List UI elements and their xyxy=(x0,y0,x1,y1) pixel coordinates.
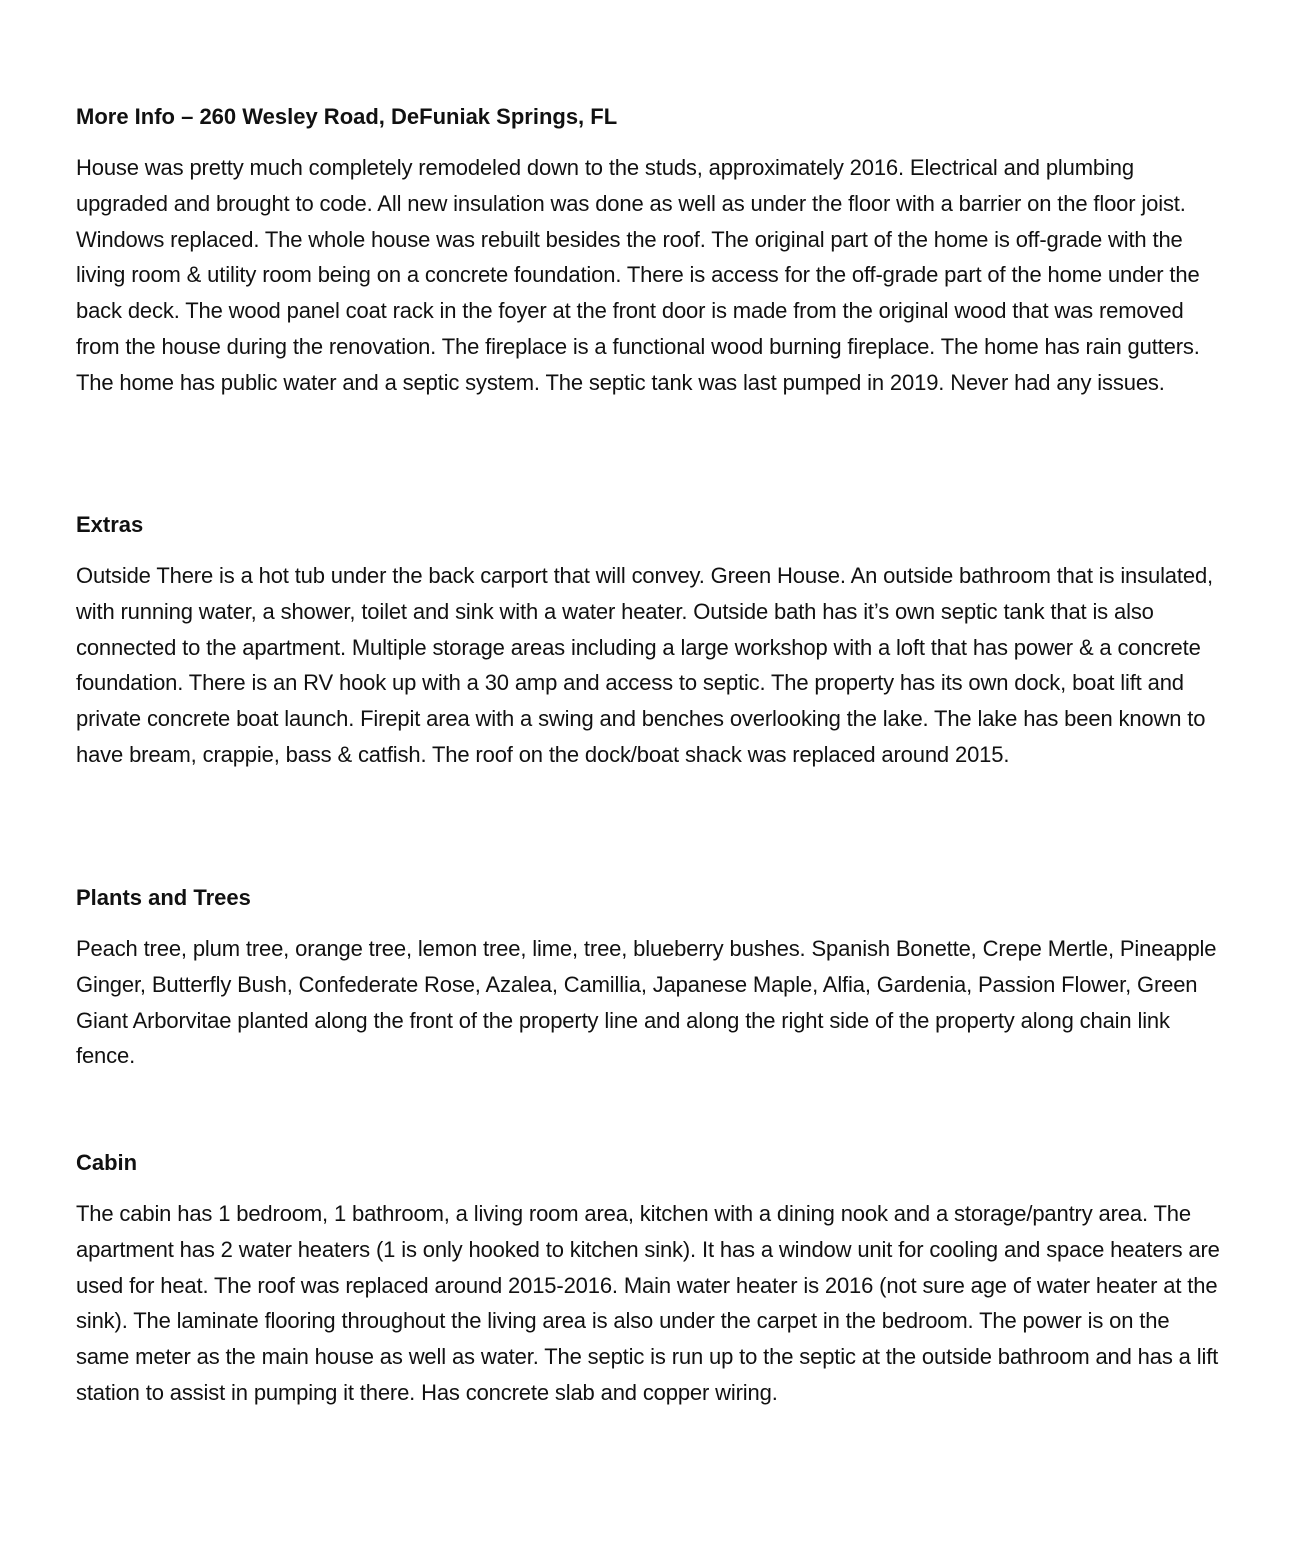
section-title-cabin: Cabin xyxy=(76,1150,138,1175)
section-extras xyxy=(76,508,1221,773)
section-plants-and-trees xyxy=(76,881,1221,1074)
section-body-extras: Outside There is a hot tub under the back carport that will convey. Green House. An outside bathroom that is insulated, with running water, a shower, toilet and sink with a water heater. Outside bath has it’s own septic tank that is also connected to the apartment. Multiple storage areas including a large workshop with a loft that has power & a concrete foundation. There is an RV hook up with a 30 amp and access to septic. The property has its own dock, boat lift and private concrete boat launch. Firepit area with a swing and benches overlooking the lake. The lake has been known to have bream, crappie, bass & catfish. The roof on the dock/boat shack was replaced around 2015. xyxy=(76,563,1213,767)
section-body-more-info: House was pretty much completely remodeled down to the studs, approximately 2016. Electrical and plumbing upgraded and brought to code. All new insulation was done as well as under the floor with a barrier on the floor joist. Windows replaced. The whole house was rebuilt besides the roof. The original part of the home is off-grade with the living room & utility room being on a concrete foundation. There is access for the off-grade part of the home under the back deck. The wood panel coat rack in the foyer at the front door is made from the original wood that was removed from the house during the renovation. The fireplace is a functional wood burning fireplace. The home has rain gutters. The home has public water and a septic system. The septic tank was last pumped in 2019. Never had any issues. xyxy=(76,155,1200,395)
section-cabin xyxy=(76,1146,1221,1411)
section-body-plants-and-trees: Peach tree, plum tree, orange tree, lemon tree, lime, tree, blueberry bushes. Spanish Bonette, Crepe Mertle, Pineapple Ginger, Butterfly Bush, Confederate Rose, Azalea, Camillia, Japanese Maple, Alfia, Gardenia, Passion Flower, Green Giant Arborvitae planted along the front of the property line and along the right side of the property along chain link fence. xyxy=(76,936,1217,1069)
section-title-more-info: More Info – 260 Wesley Road, DeFuniak Springs, FL xyxy=(76,104,618,129)
section-more-info xyxy=(76,100,1221,401)
section-body-cabin: The cabin has 1 bedroom, 1 bathroom, a living room area, kitchen with a dining nook and a storage/pantry area. The apartment has 2 water heaters (1 is only hooked to kitchen sink). It has a window unit for cooling and space heaters are used for heat. The roof was replaced around 2015-2016. Main water heater is 2016 (not sure age of water heater at the sink). The laminate flooring throughout the living area is also under the carpet in the bedroom. The power is on the same meter as the main house as well as water. The septic is run up to the septic at the outside bathroom and has a lift station to assist in pumping it there. Has concrete slab and copper wiring. xyxy=(76,1201,1220,1405)
section-title-extras: Extras xyxy=(76,512,144,537)
section-title-plants-and-trees: Plants and Trees xyxy=(76,885,251,910)
